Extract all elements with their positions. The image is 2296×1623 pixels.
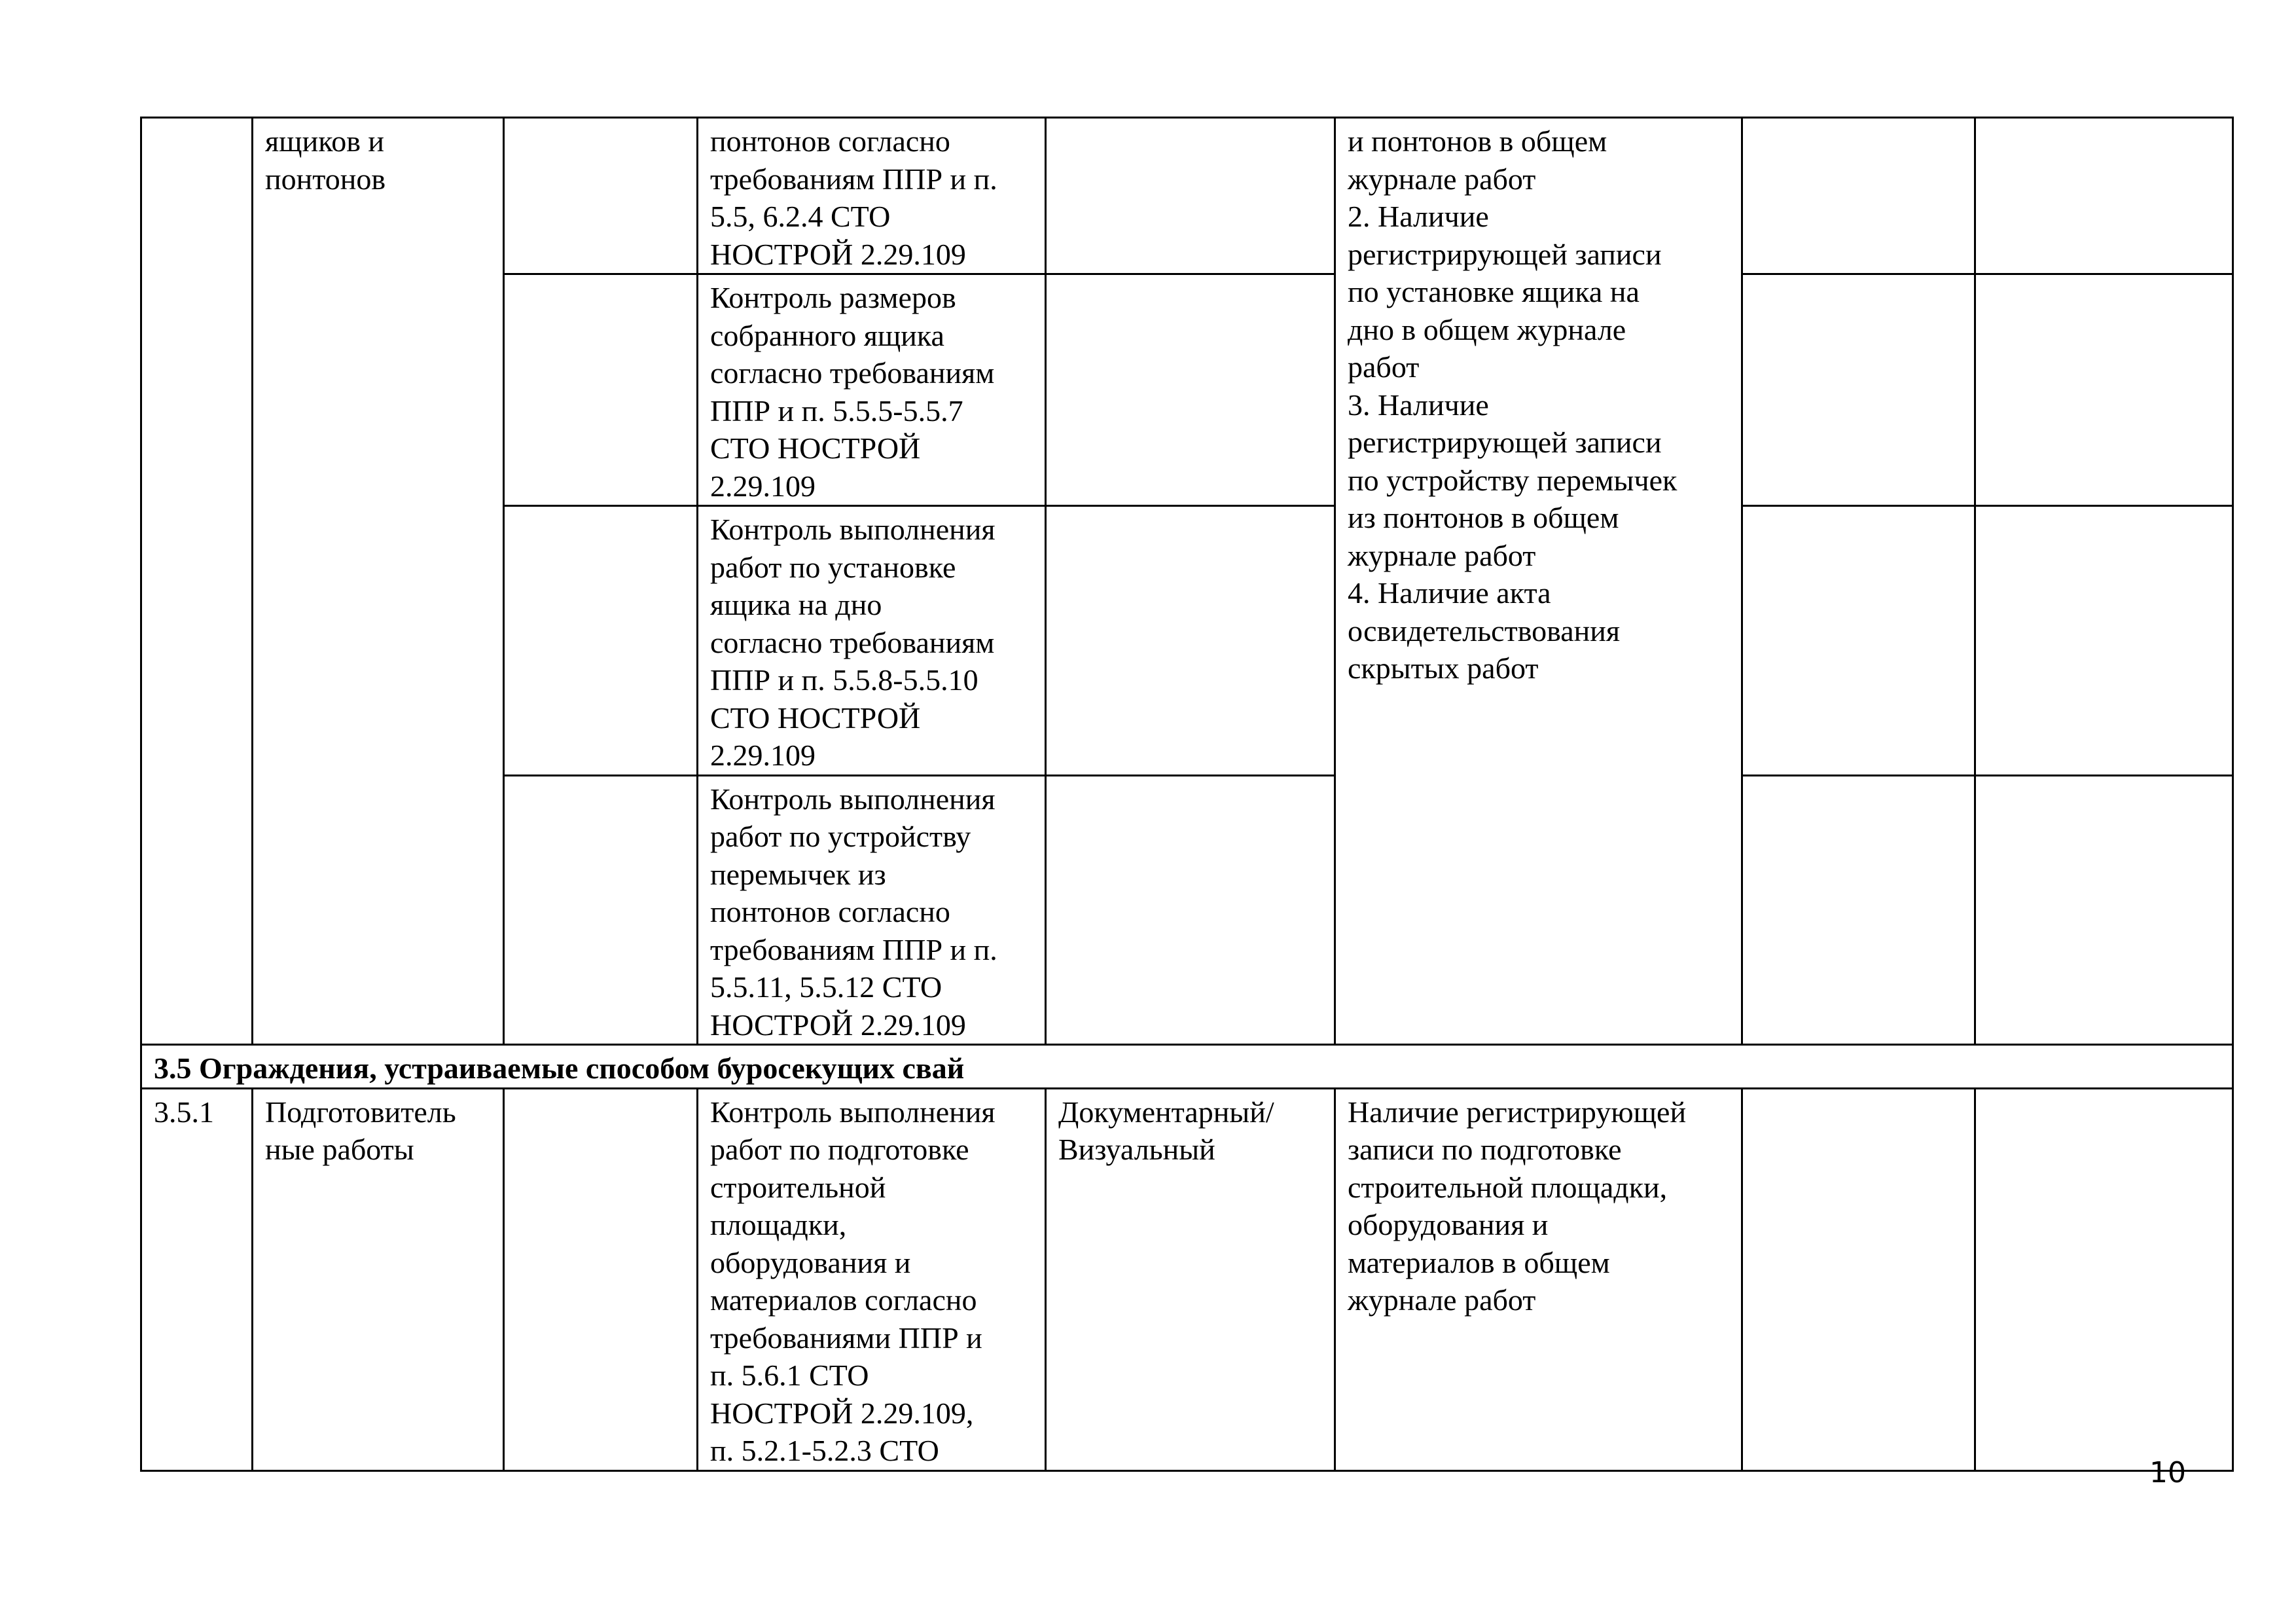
method-cell-empty — [1046, 118, 1335, 274]
task-line: согласно требованиям — [710, 356, 995, 390]
number-cell-empty — [141, 118, 253, 1045]
task-line: СТО НОСТРОЙ — [710, 701, 921, 735]
empty-cell — [504, 274, 698, 506]
task-line: п. 5.6.1 СТО — [710, 1359, 869, 1392]
task-line: перемычек из — [710, 857, 886, 891]
task-line: работ по установке — [710, 550, 956, 584]
evidence-line: материалов в общем — [1348, 1245, 1610, 1279]
task-line: 5.5.11, 5.5.12 СТО — [710, 970, 942, 1004]
method-line: Документарный/ — [1058, 1095, 1274, 1129]
task-line: НОСТРОЙ 2.29.109 — [710, 1008, 966, 1042]
evidence-line: и понтонов в общем — [1348, 124, 1607, 158]
work-name-cell — [253, 118, 504, 1045]
method-line: Визуальный — [1058, 1133, 1215, 1166]
empty-cell — [1975, 118, 2233, 274]
evidence-line: 3. Наличие — [1348, 388, 1489, 422]
evidence-line: записи по подготовке — [1348, 1133, 1622, 1166]
table-row — [141, 118, 2233, 274]
evidence-line: регистрирующей записи — [1348, 237, 1662, 271]
work-name-line: понтонов — [265, 162, 386, 196]
task-line: п. 5.2.1-5.2.3 СТО — [710, 1434, 939, 1467]
task-line: понтонов согласно — [710, 124, 950, 158]
evidence-line: 4. Наличие акта — [1348, 576, 1551, 610]
table-row — [141, 1088, 2233, 1470]
evidence-line: журнале работ — [1348, 1283, 1536, 1317]
task-line: требованиям ППР и п. — [710, 932, 997, 966]
task-line: площадки, — [710, 1208, 847, 1241]
task-line: понтонов согласно — [710, 895, 950, 928]
evidence-line: регистрирующей записи — [1348, 426, 1662, 459]
work-name-line: ные работы — [265, 1133, 414, 1166]
task-line: ППР и п. 5.5.8-5.5.10 — [710, 663, 978, 697]
method-cell-empty — [1046, 274, 1335, 506]
empty-cell — [1742, 1088, 1975, 1470]
task-line: НОСТРОЙ 2.29.109 — [710, 237, 966, 271]
task-line: оборудования и — [710, 1245, 911, 1279]
evidence-line: Наличие регистрирующей — [1348, 1095, 1687, 1129]
empty-cell — [504, 775, 698, 1045]
task-line: 2.29.109 — [710, 469, 816, 503]
section-row — [141, 1045, 2233, 1089]
evidence-line: скрытых работ — [1348, 651, 1539, 685]
row-number: 3.5.1 — [141, 1088, 253, 1470]
task-line: 2.29.109 — [710, 739, 816, 772]
task-cell — [698, 1088, 1046, 1470]
empty-cell — [1975, 775, 2233, 1045]
task-cell — [698, 775, 1046, 1045]
task-line: работ по подготовке — [710, 1133, 969, 1166]
evidence-cell — [1335, 1088, 1742, 1470]
empty-cell — [1975, 506, 2233, 776]
task-cell — [698, 274, 1046, 506]
evidence-line: оборудования и — [1348, 1208, 1549, 1241]
empty-cell — [1975, 1088, 2233, 1470]
task-line: ППР и п. 5.5.5-5.5.7 — [710, 393, 963, 428]
task-line: строительной — [710, 1170, 886, 1204]
task-line: требованиями ППР и — [710, 1321, 982, 1355]
method-cell — [1046, 1088, 1335, 1470]
empty-cell — [504, 118, 698, 274]
evidence-line: 2. Наличие — [1348, 200, 1489, 233]
inspection-table — [140, 117, 2234, 1472]
task-line: 5.5, 6.2.4 СТО — [710, 200, 891, 233]
evidence-line: по устройству перемычек — [1348, 463, 1677, 497]
task-line: НОСТРОЙ 2.29.109, — [710, 1396, 974, 1430]
task-cell — [698, 506, 1046, 776]
method-cell-empty — [1046, 506, 1335, 776]
empty-cell — [1975, 274, 2233, 506]
task-line: работ по устройству — [710, 820, 971, 853]
method-cell-empty — [1046, 775, 1335, 1045]
evidence-line: работ — [1348, 350, 1420, 384]
work-name-line: Подготовитель — [265, 1095, 456, 1129]
empty-cell — [1742, 118, 1975, 274]
evidence-line: по установке ящика на — [1348, 275, 1640, 308]
evidence-line: строительной площадки, — [1348, 1170, 1668, 1204]
task-line: Контроль выполнения — [710, 1095, 996, 1129]
page-number: 10 — [2149, 1456, 2186, 1489]
task-line: требованиям ППР и п. — [710, 162, 997, 196]
empty-cell — [504, 1088, 698, 1470]
evidence-cell — [1335, 118, 1742, 1045]
empty-cell — [504, 506, 698, 776]
task-line: ящика на дно — [710, 588, 882, 621]
evidence-line: из понтонов в общем — [1348, 501, 1619, 534]
task-cell — [698, 118, 1046, 274]
task-line: Контроль выполнения — [710, 513, 996, 546]
evidence-line: журнале работ — [1348, 162, 1536, 196]
work-name-line: ящиков и — [265, 124, 385, 158]
evidence-line: журнале работ — [1348, 538, 1536, 572]
section-title: 3.5 Ограждения, устраиваемые способом буросекущих свай — [141, 1045, 2233, 1089]
task-line: Контроль размеров — [710, 281, 956, 314]
task-line: СТО НОСТРОЙ — [710, 431, 921, 465]
task-line: Контроль выполнения — [710, 782, 996, 816]
task-line: согласно требованиям — [710, 625, 995, 659]
empty-cell — [1742, 775, 1975, 1045]
empty-cell — [1742, 506, 1975, 776]
evidence-line: освидетельствования — [1348, 613, 1621, 647]
work-name-cell — [253, 1088, 504, 1470]
evidence-line: дно в общем журнале — [1348, 312, 1626, 346]
empty-cell — [1742, 274, 1975, 506]
task-line: собранного ящика — [710, 318, 944, 352]
task-line: материалов согласно — [710, 1283, 977, 1317]
